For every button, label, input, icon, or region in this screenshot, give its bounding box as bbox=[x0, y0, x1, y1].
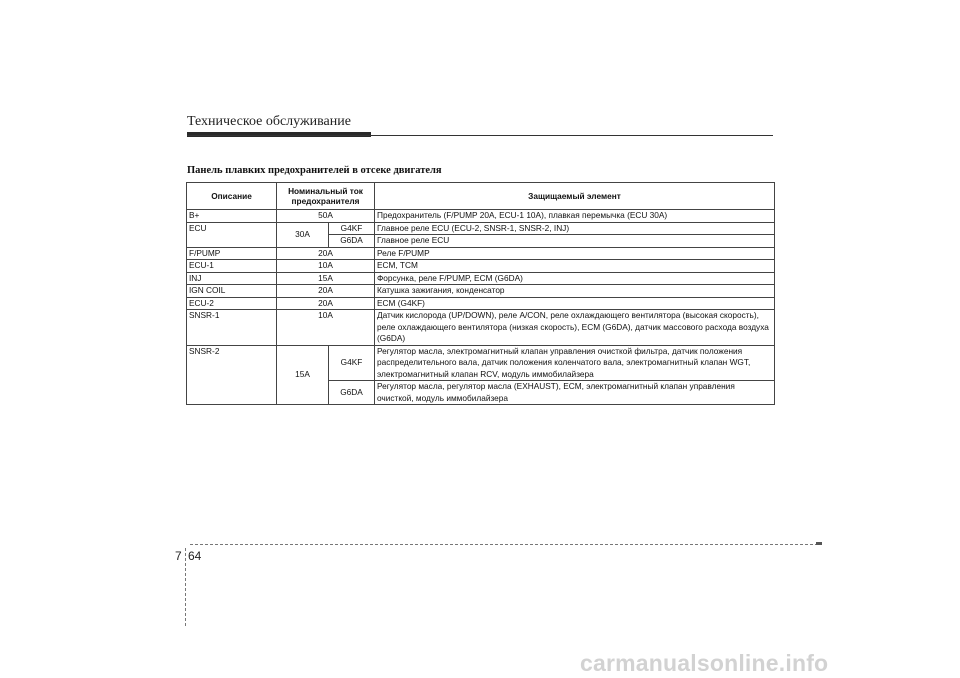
engine-variant: G6DA bbox=[329, 235, 375, 248]
table-row bbox=[187, 222, 775, 235]
fuse-name: B+ bbox=[187, 210, 277, 223]
col-header-description: Описание bbox=[187, 183, 277, 210]
page-number: 64 bbox=[188, 549, 202, 563]
table-row bbox=[187, 297, 775, 310]
footer-vertical-divider bbox=[185, 548, 186, 626]
protected-element: Главное реле ECU bbox=[375, 235, 775, 248]
fuse-name: SNSR-1 bbox=[187, 310, 277, 346]
fuse-name: IGN COIL bbox=[187, 285, 277, 298]
fuse-rating: 20A bbox=[277, 297, 375, 310]
footer-marker bbox=[816, 542, 822, 545]
fuse-name: ECU bbox=[187, 222, 277, 247]
table-row bbox=[187, 210, 775, 223]
fuse-name: ECU-1 bbox=[187, 260, 277, 273]
fuse-rating: 30A bbox=[277, 222, 329, 247]
protected-element: Регулятор масла, регулятор масла (EXHAUST), ECM, электромагнитный клапан управления очисткой, модуль иммобилайзера bbox=[375, 381, 775, 405]
fuse-name: SNSR-2 bbox=[187, 345, 277, 405]
protected-element: Форсунка, реле F/PUMP, ECM (G6DA) bbox=[375, 272, 775, 285]
engine-variant: G4KF bbox=[329, 345, 375, 381]
protected-element: Предохранитель (F/PUMP 20A, ECU-1 10A), плавкая перемычка (ECU 30A) bbox=[375, 210, 775, 223]
protected-element: Датчик кислорода (UP/DOWN), реле A/CON, реле охлаждающего вентилятора (высокая скорость), реле охлаждающего вентилятора (низкая скорость), ECM (G6DA), датчик массового расхода воздуха (G6DA) bbox=[375, 310, 775, 346]
engine-variant: G4KF bbox=[329, 222, 375, 235]
table-row bbox=[187, 310, 775, 346]
fuse-rating: 15A bbox=[277, 272, 375, 285]
fuse-rating: 50A bbox=[277, 210, 375, 223]
header-rule bbox=[187, 135, 773, 136]
protected-element: Катушка зажигания, конденсатор bbox=[375, 285, 775, 298]
table-header-row bbox=[187, 183, 775, 210]
page-header-title: Техническое обслуживание bbox=[187, 114, 351, 129]
footer-divider bbox=[190, 544, 818, 545]
fuse-rating: 20A bbox=[277, 247, 375, 260]
fuse-rating: 10A bbox=[277, 310, 375, 346]
table-row bbox=[187, 285, 775, 298]
fuse-name: INJ bbox=[187, 272, 277, 285]
col-header-protected: Защищаемый элемент bbox=[375, 183, 775, 210]
fuse-rating: 20A bbox=[277, 285, 375, 298]
fuse-name: F/PUMP bbox=[187, 247, 277, 260]
fuse-table bbox=[186, 182, 775, 405]
table-row bbox=[187, 272, 775, 285]
table-row bbox=[187, 260, 775, 273]
chapter-number: 7 bbox=[175, 549, 182, 563]
protected-element: ECM, TCM bbox=[375, 260, 775, 273]
engine-variant: G6DA bbox=[329, 381, 375, 405]
fuse-name: ECU-2 bbox=[187, 297, 277, 310]
watermark: carmanualsonline.info bbox=[580, 650, 829, 676]
protected-element: ECM (G4KF) bbox=[375, 297, 775, 310]
section-title: Панель плавких предохранителей в отсеке двигателя bbox=[187, 165, 442, 176]
fuse-rating: 10A bbox=[277, 260, 375, 273]
col-header-rating: Номинальный ток предохранителя bbox=[277, 183, 375, 210]
protected-element: Главное реле ECU (ECU-2, SNSR-1, SNSR-2, INJ) bbox=[375, 222, 775, 235]
protected-element: Регулятор масла, электромагнитный клапан управления очисткой фильтра, датчик положения распределительного вала, датчик положения коленчатого вала, электромагнитный клапан WGT, электромагнитный клапан RCV, модуль иммобилайзера bbox=[375, 345, 775, 381]
table-row bbox=[187, 345, 775, 381]
table-row bbox=[187, 247, 775, 260]
protected-element: Реле F/PUMP bbox=[375, 247, 775, 260]
fuse-rating: 15A bbox=[277, 345, 329, 405]
